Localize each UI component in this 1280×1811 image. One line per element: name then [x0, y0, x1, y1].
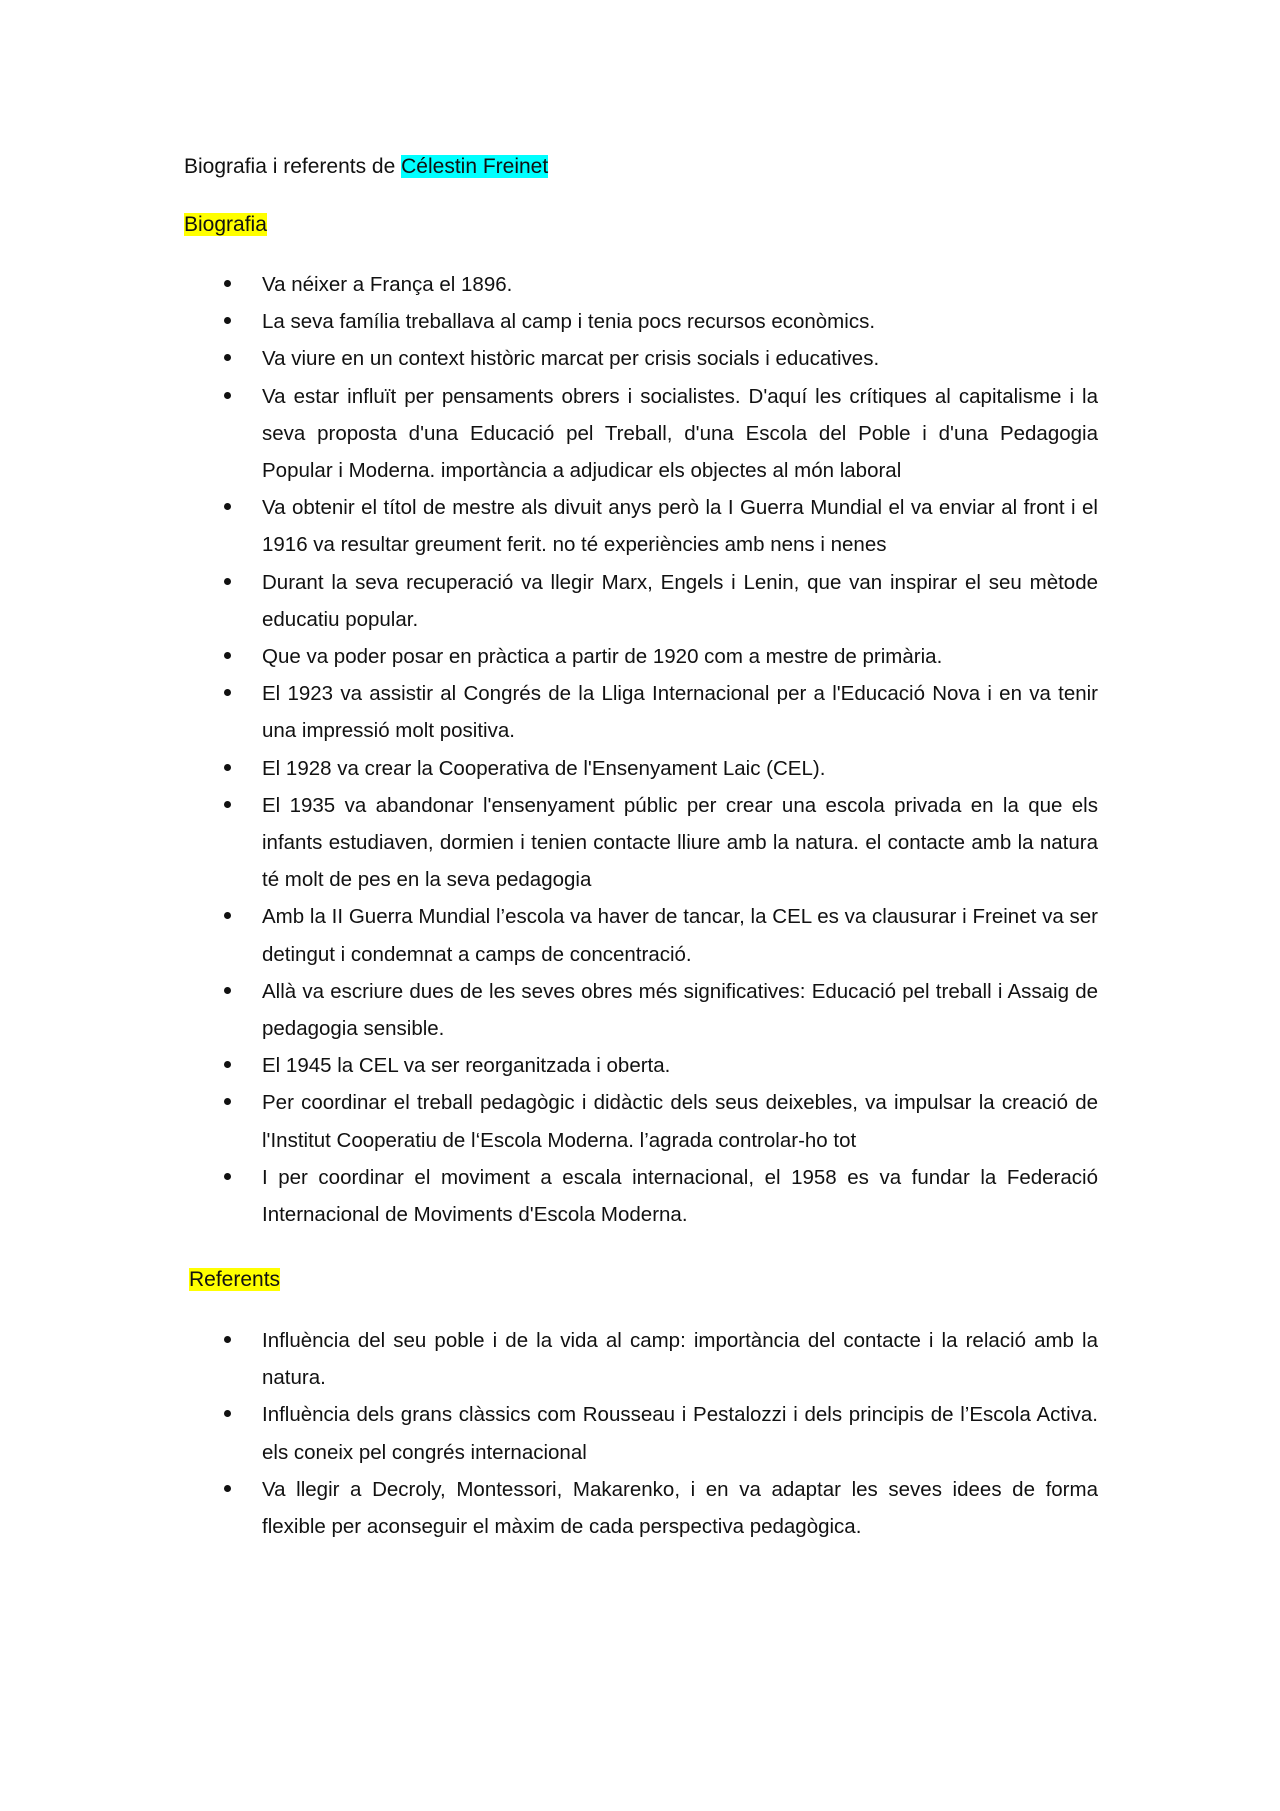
- document-title: [184, 154, 548, 180]
- list-item: [0, 675, 1098, 749]
- list-item-text: I per coordinar el moviment a escala internacional, el 1958 es va fundar la Federació Internacional de Moviments d'Escola Moderna.: [262, 1165, 1098, 1227]
- list-item: [0, 898, 1098, 972]
- list-item: [0, 266, 1098, 303]
- list-item-text: Va obtenir el títol de mestre als divuit anys però la I Guerra Mundial el va enviar al front i el 1916 va resultar greument ferit. no té experiències amb nens i nenes: [262, 496, 1098, 557]
- list-item-text: El 1928 va crear la Cooperativa de l'Ensenyament Laic (CEL).: [262, 756, 826, 780]
- bullet-icon: [224, 801, 231, 808]
- bullet-icon: [224, 503, 231, 510]
- referents-heading-text: Referents: [189, 1268, 281, 1291]
- bullet-icon: [224, 1098, 231, 1105]
- list-item: [0, 638, 1098, 675]
- bullet-icon: [224, 1173, 231, 1180]
- list-item-text: Allà va escriure dues de les seves obres més significatives: Educació pel treball i Assaig de pedagogia sensible.: [262, 979, 1098, 1041]
- bullet-icon: [224, 1410, 231, 1417]
- bullet-icon: [224, 578, 231, 585]
- bullet-icon: [224, 392, 231, 399]
- bullet-icon: [224, 1061, 231, 1068]
- bullet-icon: [224, 689, 231, 696]
- list-item-text: El 1935 va abandonar l'ensenyament públic per crear una escola privada en la que els infants estudiaven, dormien i tenien contacte lliure amb la natura. el contacte amb la natura té molt de pes en la seva pedagogia: [262, 793, 1098, 892]
- list-item-text: Va llegir a Decroly, Montessori, Makarenko, i en va adaptar les seves idees de forma flexible per aconseguir el màxim de cada perspectiva pedagògica.: [262, 1477, 1098, 1539]
- section-heading-referents: [189, 1267, 280, 1293]
- bullet-icon: [224, 354, 231, 361]
- list-item-text: La seva família treballava al camp i tenia pocs recursos econòmics.: [262, 310, 876, 334]
- list-item-text: Que va poder posar en pràctica a partir de 1920 com a mestre de primària.: [262, 645, 943, 669]
- document-title-prefix: Biografia i referents de: [184, 155, 402, 178]
- bullet-icon: [224, 1336, 231, 1343]
- biografia-heading-text: Biografia: [184, 213, 267, 236]
- bullet-icon: [224, 280, 231, 287]
- list-item: [0, 1471, 1098, 1545]
- list-item-text: Va néixer a França el 1896.: [262, 273, 513, 296]
- bullet-icon: [224, 987, 231, 994]
- list-item: [0, 378, 1098, 490]
- list-item-text: Per coordinar el treball pedagògic i didàctic dels seus deixebles, va impulsar la creació de l'Institut Cooperatiu de l‘Escola Moderna. l’agrada controlar-ho tot: [262, 1091, 1098, 1152]
- biografia-list: [0, 266, 1280, 1233]
- list-item-text: Influència dels grans clàssics com Rousseau i Pestalozzi i dels principis de l’Escola Activa. els coneix pel congrés internacional: [262, 1403, 1098, 1464]
- list-item-text: Influència del seu poble i de la vida al camp: importància del contacte i la relació amb la natura.: [262, 1329, 1098, 1390]
- list-item-text: Va viure en un context històric marcat per crisis socials i educatives.: [262, 347, 880, 371]
- list-item-text: El 1945 la CEL va ser reorganitzada i oberta.: [262, 1054, 671, 1078]
- list-item: [0, 787, 1098, 899]
- list-item: [0, 1396, 1098, 1470]
- list-item-text: Va estar influït per pensaments obrers i socialistes. D'aquí les crítiques al capitalisme i la seva proposta d'una Educació pel Treball, d'una Escola del Poble i d'una Pedagogia Popular i Moderna. importància a adjudicar els objectes al món laboral: [262, 384, 1098, 483]
- list-item: [0, 1322, 1098, 1396]
- bullet-icon: [224, 764, 231, 771]
- bullet-icon: [224, 652, 231, 659]
- bullet-icon: [224, 1485, 231, 1492]
- document-title-highlight: Célestin Freinet: [401, 155, 549, 178]
- list-item: [0, 303, 1098, 340]
- list-item-text: Durant la seva recuperació va llegir Marx, Engels i Lenin, que van inspirar el seu mètode educatiu popular.: [262, 570, 1098, 631]
- list-item: [0, 973, 1098, 1047]
- section-heading-biografia: [184, 212, 267, 238]
- bullet-icon: [224, 912, 231, 919]
- list-item: [0, 750, 1098, 787]
- list-item-text: Amb la II Guerra Mundial l’escola va haver de tancar, la CEL es va clausurar i Freinet va ser detingut i condemnat a camps de concentració.: [262, 905, 1098, 966]
- list-item: [0, 1159, 1098, 1233]
- bullet-icon: [224, 317, 231, 324]
- list-item: [0, 1084, 1098, 1158]
- referents-list: [0, 1322, 1280, 1545]
- list-item: [0, 489, 1098, 563]
- list-item: [0, 1047, 1098, 1084]
- list-item-text: El 1923 va assistir al Congrés de la Lliga Internacional per a l'Educació Nova i en va tenir una impressió molt positiva.: [262, 682, 1098, 743]
- list-item: [0, 340, 1098, 377]
- list-item: [0, 564, 1098, 638]
